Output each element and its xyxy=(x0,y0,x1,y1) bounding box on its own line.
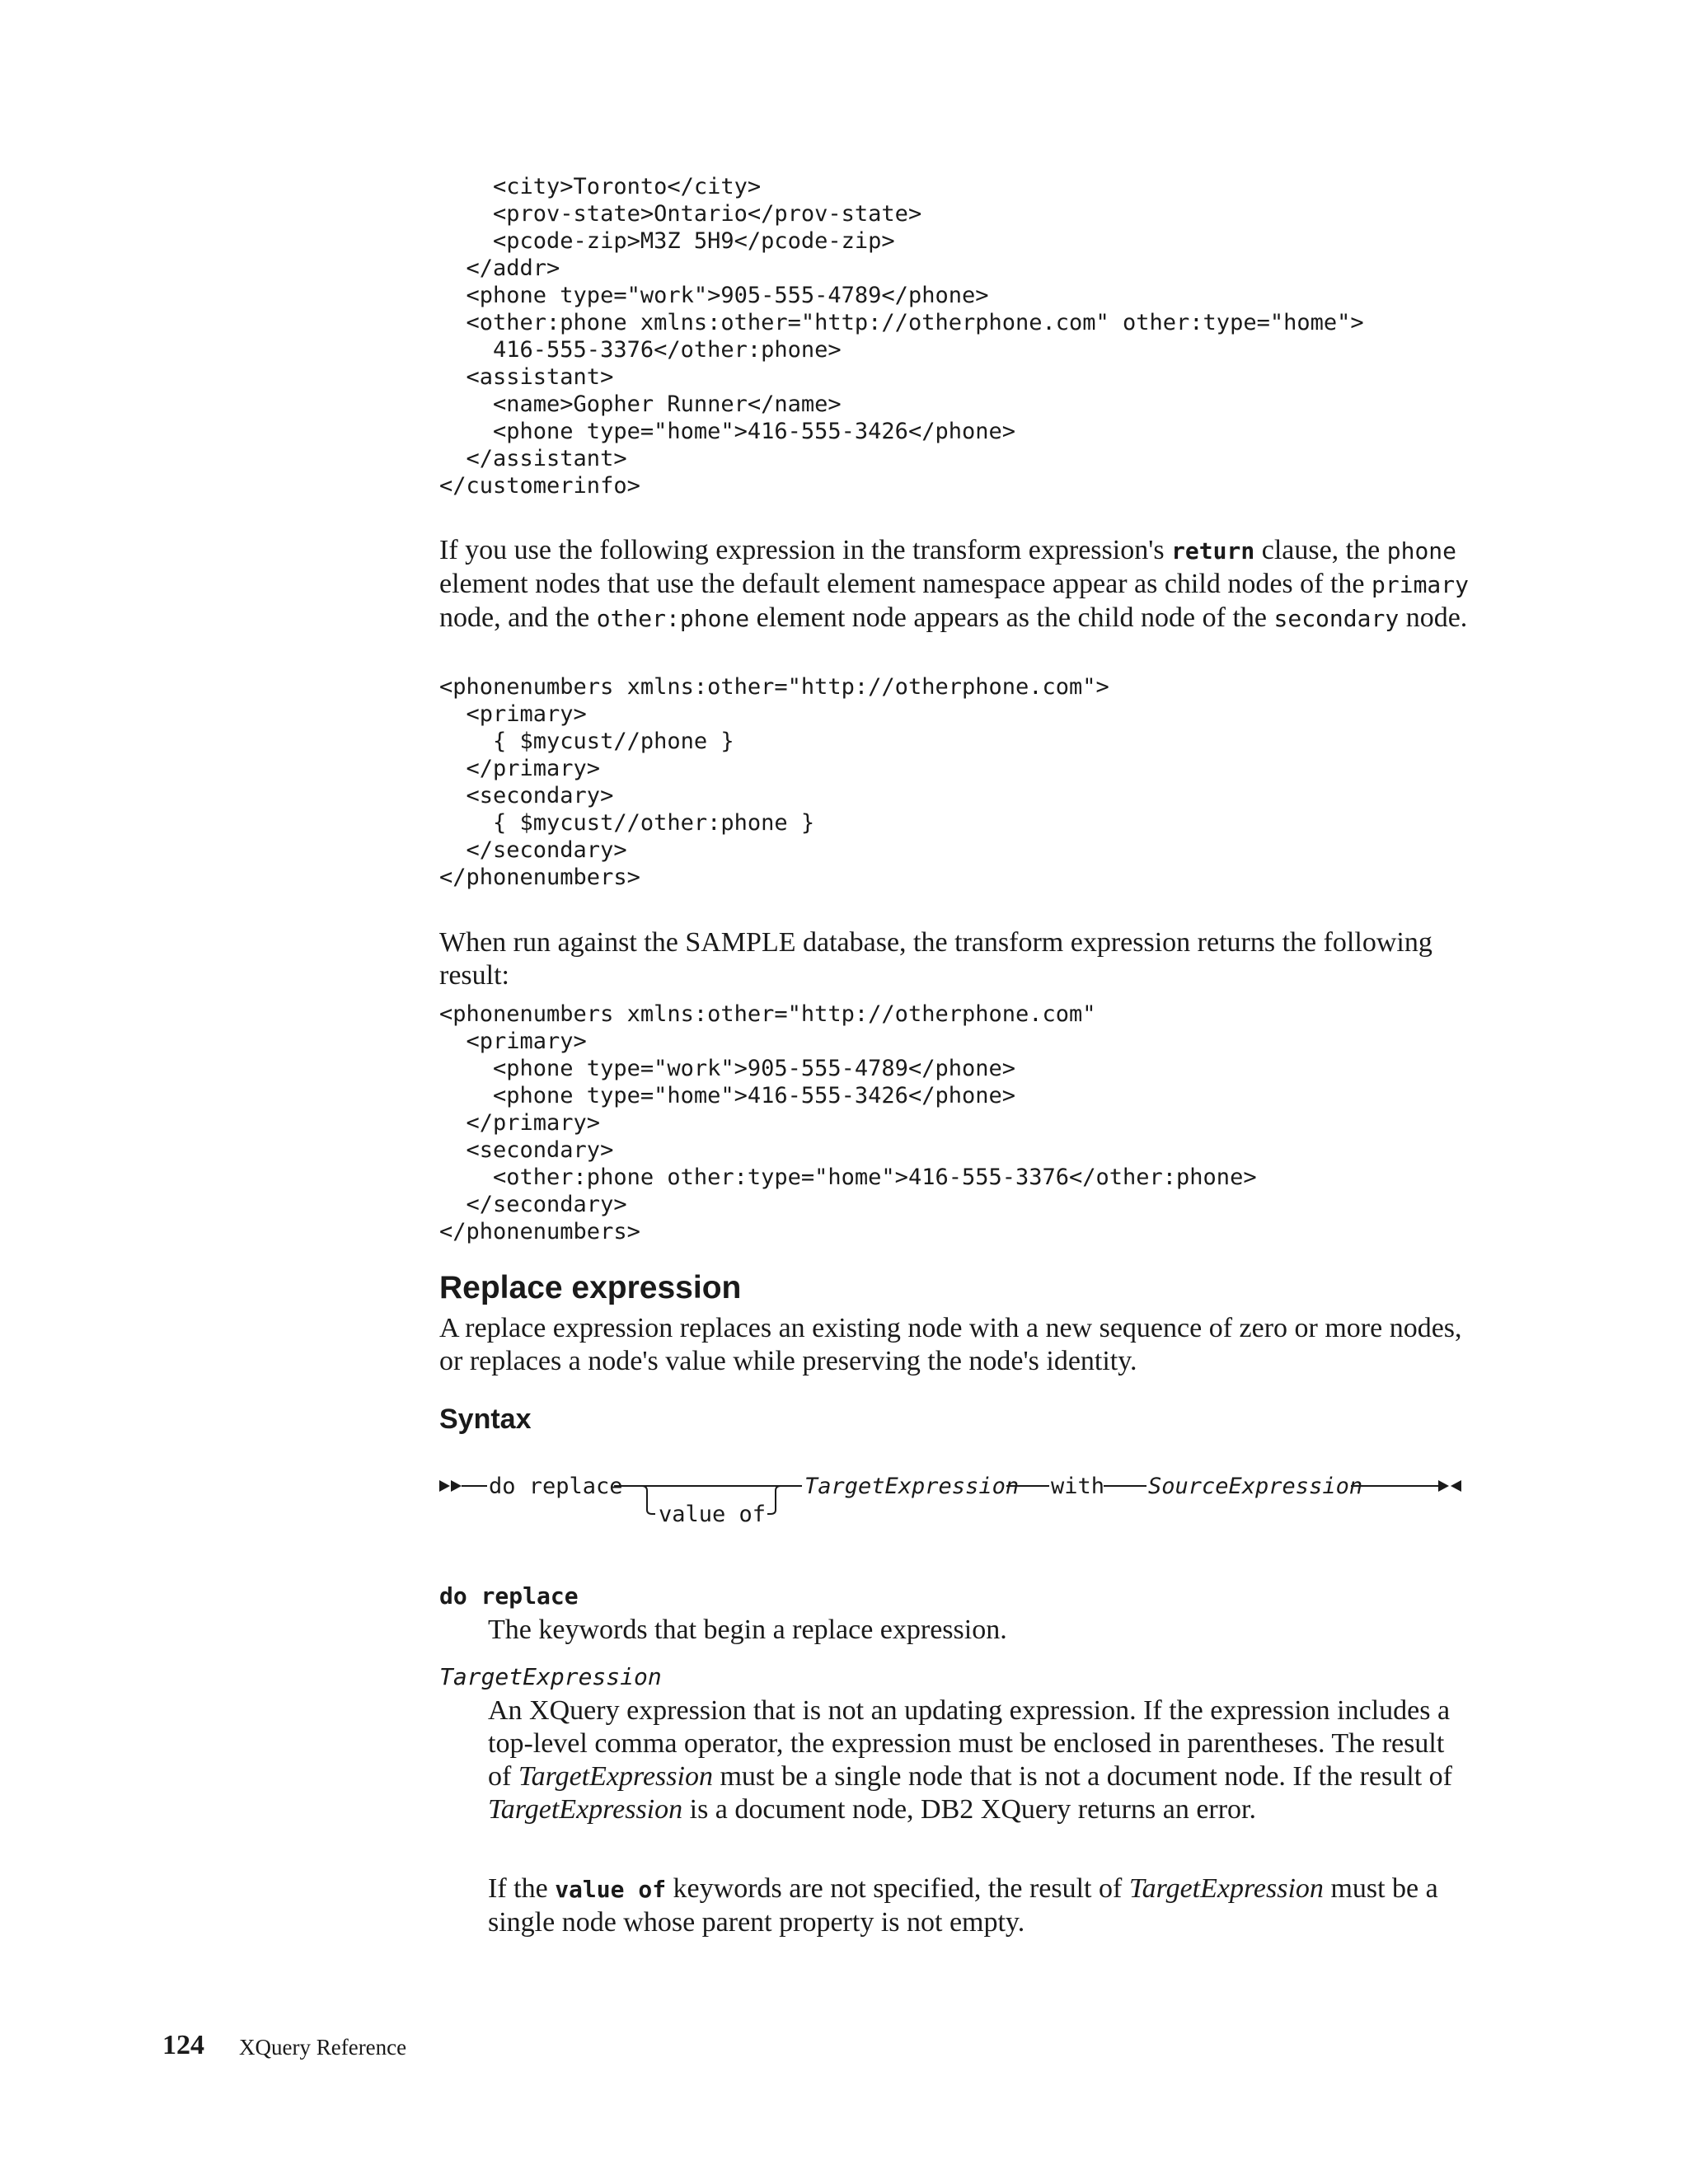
term-do-replace: do replace xyxy=(439,1582,579,1610)
syntax-with: with xyxy=(1051,1474,1105,1499)
code-line: </primary> xyxy=(439,1110,601,1136)
code-line: { $mycust//other:phone } xyxy=(439,810,815,836)
code-line: <secondary> xyxy=(439,1137,614,1163)
code-block-customerinfo xyxy=(439,173,1364,499)
code-line: <city>Toronto</city> xyxy=(439,174,762,199)
code-line: <phonenumbers xmlns:other="http://otherphone.com" xyxy=(439,1001,1096,1027)
syntax-start-arrow-icon xyxy=(439,1480,450,1492)
syntax-branch-line xyxy=(642,1486,655,1514)
paragraph-result-intro: When run against the SAMPLE database, the transform expression returns the following result: xyxy=(439,927,1432,991)
syntax-source-expression: SourceExpression xyxy=(1148,1474,1363,1499)
code-line: <assistant> xyxy=(439,364,614,390)
code-line: { $mycust//phone } xyxy=(439,729,734,754)
code-block-phonenumbers-expression xyxy=(439,673,1109,891)
term-do-replace-description: The keywords that begin a replace expression. xyxy=(488,1615,1007,1645)
code-line: </addr> xyxy=(439,255,560,281)
syntax-value-of: value of xyxy=(659,1502,767,1527)
syntax-heading: Syntax xyxy=(439,1404,532,1435)
code-line: <primary> xyxy=(439,701,587,727)
syntax-start-arrow-icon xyxy=(451,1480,462,1492)
syntax-end-arrow-icon xyxy=(1451,1480,1461,1492)
code-line: <pcode-zip>M3Z 5H9</pcode-zip> xyxy=(439,228,895,254)
syntax-end-arrow-icon xyxy=(1438,1480,1449,1492)
code-line: <other:phone xmlns:other="http://otherphone.com" other:type="home"> xyxy=(439,310,1364,335)
book-title: XQuery Reference xyxy=(239,2035,407,2060)
term-target-expression-note: If the value of keywords are not specified, the result of TargetExpression must be a single node whose parent property is not empty. xyxy=(488,1873,1438,1938)
code-line: </customerinfo> xyxy=(439,473,640,499)
code-line: </phonenumbers> xyxy=(439,865,640,890)
section-intro: A replace expression replaces an existing node with a new sequence of zero or more nodes, or replaces a node's value while preserving the node's identity. xyxy=(439,1313,1462,1376)
code-line: </secondary> xyxy=(439,1192,627,1217)
code-line: <other:phone other:type="home">416-555-3376</other:phone> xyxy=(439,1165,1257,1190)
code-line: <phone type="work">905-555-4789</phone> xyxy=(439,1056,1015,1081)
term-target-expression-description: An XQuery expression that is not an updating expression. If the expression includes a top-level comma operator, the expression must be enclosed in parentheses. The result of TargetExpression must be a single node that is not a document node. If the result of TargetExpression is a document node, DB2 XQuery returns an error. xyxy=(488,1695,1452,1825)
syntax-diagram xyxy=(439,1463,1478,1537)
page-number: 124 xyxy=(162,2030,204,2060)
code-line: </primary> xyxy=(439,756,601,781)
code-line: <prov-state>Ontario</prov-state> xyxy=(439,201,922,227)
paragraph-transform-explanation: If you use the following expression in the transform expression's return clause, the phone element nodes that use the default element namespace appear as child nodes of the primary node, and the other:phone element node appears as the child node of the secondary node. xyxy=(439,535,1470,633)
code-line: <primary> xyxy=(439,1029,587,1054)
term-target-expression: TargetExpression xyxy=(439,1663,662,1690)
code-line: <name>Gopher Runner</name> xyxy=(439,391,842,417)
code-block-phonenumbers-result xyxy=(439,1001,1257,1245)
code-line: <phone type="home">416-555-3426</phone> xyxy=(439,419,1015,444)
code-line: 416-555-3376</other:phone> xyxy=(439,337,842,363)
code-line: <phone type="home">416-555-3426</phone> xyxy=(439,1083,1015,1108)
code-line: <secondary> xyxy=(439,783,614,808)
code-line: <phone type="work">905-555-4789</phone> xyxy=(439,283,989,308)
syntax-target-expression: TargetExpression xyxy=(804,1474,1020,1499)
syntax-branch-line xyxy=(767,1486,781,1514)
code-line: </secondary> xyxy=(439,837,627,863)
section-heading-replace-expression: Replace expression xyxy=(439,1270,742,1305)
code-line: </assistant> xyxy=(439,446,627,471)
code-line: </phonenumbers> xyxy=(439,1219,640,1244)
code-line: <phonenumbers xmlns:other="http://otherphone.com"> xyxy=(439,674,1109,700)
syntax-do-replace: do replace xyxy=(489,1474,623,1499)
